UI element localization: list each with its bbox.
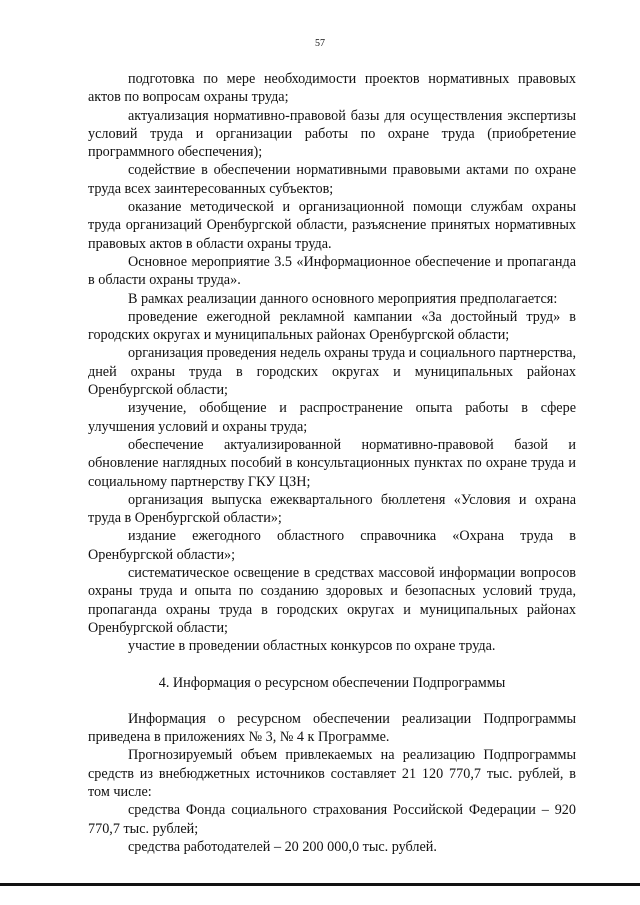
paragraph: средства Фонда социального страхования Российской Федерации – 920 770,7 тыс. рублей;: [88, 802, 576, 837]
paragraph: проведение ежегодной рекламной кампании «За достойный труд» в городских округах и муниципальных районах Оренбургской области;: [88, 308, 576, 344]
paragraph: актуализация нормативно-правовой базы для осуществления экспертизы условий труда и организации работы по охране труда (приобретение программного обеспечения);: [88, 107, 576, 161]
paragraph: организация выпуска ежеквартального бюллетеня «Условия и охрана труда в Оренбургской области»;: [88, 491, 576, 527]
section-heading: 4. Информация о ресурсном обеспечении Подпрограммы: [158, 674, 506, 691]
paragraph: издание ежегодного областного справочника «Охрана труда в Оренбургской области»;: [88, 528, 576, 563]
paragraph: Информация о ресурсном обеспечении реализации Подпрограммы приведена в приложениях № 3, № 4 к Программе.: [88, 710, 576, 746]
bottom-rule: [0, 883, 640, 886]
paragraph: оказание методической и организационной помощи службам охраны труда организаций Оренбургской области, разъяснение принятых нормативных правовых актов в области охраны труда.: [88, 199, 576, 252]
paragraph: В рамках реализации данного основного мероприятия предполагается:: [128, 290, 558, 307]
paragraph: содействие в обеспечении нормативными правовыми актами по охране труда всех заинтересованных субъектов;: [88, 162, 576, 197]
paragraph: организация проведения недель охраны труда и социального партнерства, дней охраны труда в городских округах и муниципальных районах Оренбургской области;: [88, 345, 576, 399]
paragraph: подготовка по мере необходимости проектов нормативных правовых актов по вопросам охраны труда;: [88, 71, 576, 106]
paragraph: изучение, обобщение и распространение опыта работы в сфере улучшения условий и охраны труда;: [88, 400, 576, 435]
paragraph: участие в проведении областных конкурсов по охране труда.: [128, 638, 496, 655]
paragraph: Прогнозируемый объем привлекаемых на реализацию Подпрограммы средств из внебюджетных источников составляет 21 120 770,7 тыс. рублей, в том числе:: [88, 747, 576, 800]
paragraph: систематическое освещение в средствах массовой информации вопросов охраны труда и опыта по созданию здоровых и безопасных условий труда, пропаганда охраны труда в городских округах и муниципальных районах Оренбургской области;: [88, 565, 576, 636]
paragraph: обеспечение актуализированной нормативно-правовой базой и обновление наглядных пособий в консультационных пунктах по охране труда и социальному партнерству ГКУ ЦЗН;: [88, 436, 576, 490]
page-number: 57: [315, 38, 325, 49]
document-body: [88, 70, 576, 856]
paragraph: Основное мероприятие 3.5 «Информационное обеспечение и пропаганда в области охраны труда».: [88, 253, 576, 289]
paragraph: средства работодателей – 20 200 000,0 тыс. рублей.: [128, 838, 437, 855]
